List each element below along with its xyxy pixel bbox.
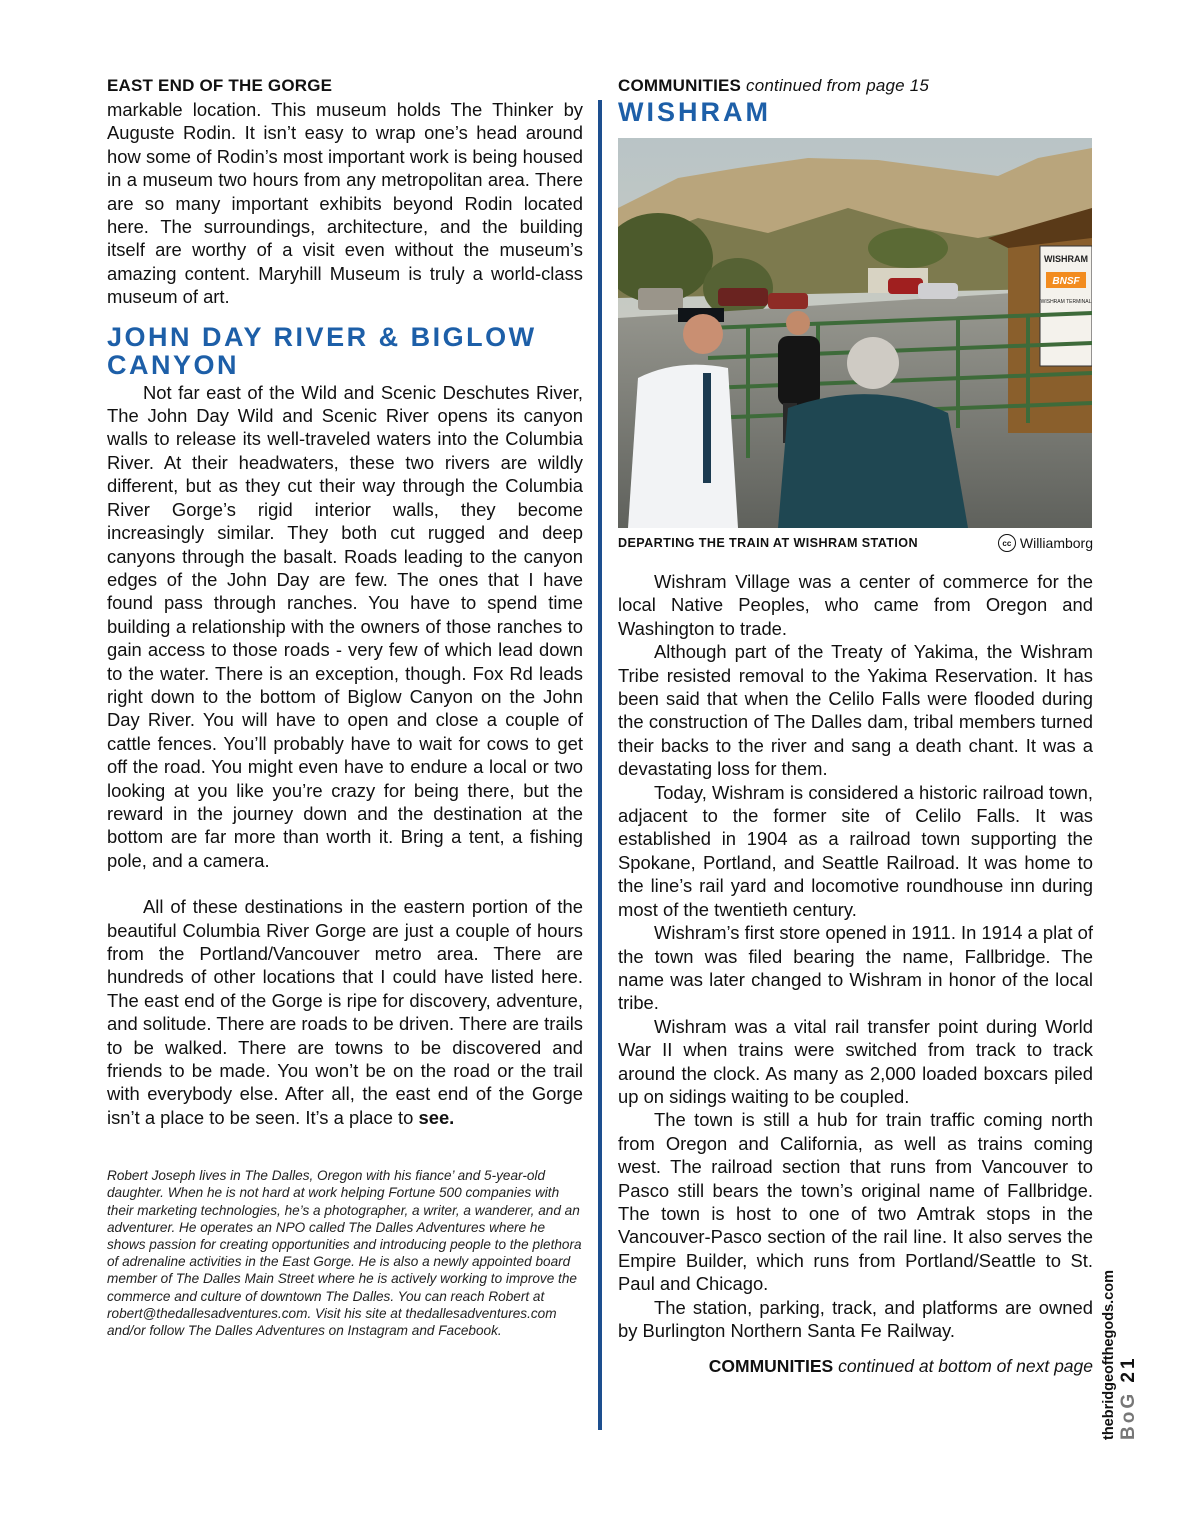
sign-terminal: WISHRAM TERMINAL [1040,299,1092,305]
photo-caption [618,534,1093,552]
john-day-heading: JOHN DAY RIVER & BIGLOW CANYON [107,321,537,380]
wishram-paragraph-3: Today, Wishram is considered a historic railroad town, adjacent to the former site of Celilo Falls. It was established in 1904 as a railroad town supporting the Spokane, Portland, and Seattle Railroad. It was home to the line’s rail yard and locomotive roundhouse inn during most of the twentieth century. [618,781,1093,920]
sign-wishram: WISHRAM [1044,254,1088,264]
photo-credit [998,534,1093,552]
caption-text: DEPARTING THE TRAIN AT WISHRAM STATION [618,536,918,550]
continued-label: COMMUNITIES [708,1356,834,1377]
continued-from-label: continued from page 15 [746,76,930,95]
closing-paragraph [107,895,583,1129]
left-column [107,76,583,1339]
footer-page-number: 21 [1118,1355,1139,1383]
communities-label: COMMUNITIES [618,76,742,95]
wishram-paragraph-5: Wishram was a vital rail transfer point during World War II when trains were switched from track to track around the clock. As many as 2,000 loaded boxcars piled up on sidings waiting to be coupled. [618,1015,1093,1107]
column-divider [598,100,602,1430]
wishram-paragraph-7: The station, parking, track, and platforms are owned by Burlington Northern Santa Fe Railway. [618,1296,1093,1341]
continued-next-page [618,1356,1093,1377]
john-day-paragraph: Not far east of the Wild and Scenic Deschutes River, The John Day Wild and Scenic River opens its canyon walls to release its well-traveled waters into the Columbia River. At their headwaters, these two rivers are wildly different, but as they cut their way through the Columbia River Gorge’s rigid interior walls, they become increasingly similar. They both cut rugged and deep canyons through the basalt. Roads leading to the canyon edges of the John Day are few. The ones that I have found pass through ranches. You have to spend time building a relationship with the owners of those ranches to gain access to those roads - very few of which lead down to the water. There is an exception, though. Fox Rd leads right down to the bottom of Biglow Canyon on the John Day River. You will have to open and close a couple of cattle fences. You’ll probably have to wait for cows to get off the road. You might even have to endure a local or two looking at you like you’re crazy for being there, but the reward in the journey down and the destination at the bottom are far more than worth it. Bring a tent, a fishing pole, and a camera. [107,381,583,871]
credit-name: Williamborg [1019,535,1093,551]
wishram-paragraph-1: Wishram Village was a center of commerce for the local Native Peoples, who came from Oregon and Washington to trade. [618,571,1093,639]
wishram-paragraph-4: Wishram’s first store opened in 1911. In 1914 a plat of the town was filed bearing the name, Fallbridge. The name was later changed to Wishram in honor of the local tribe. [618,922,1093,1014]
closing-paragraph-text: All of these destinations in the eastern portion of the beautiful Columbia River Gorge are just a couple of hours from the Portland/Vancouver metro area. There are hundreds of other locations that I could have listed here. The east end of the Gorge is ripe for discovery, adventure, and solitude. There are roads to be driven. There are trails to be walked. There are towns to be discovered and friends to be made. You won’t be on the road or the trail with everybody else. After all, the east end of the Gorge isn’t a place to be seen. It’s a place to [107,896,583,1128]
footer-mag: BoG [1118,1390,1139,1440]
continued-text: continued at bottom of next page [838,1356,1093,1377]
closing-emphasis: see. [418,1106,455,1128]
wishram-station-photo [618,138,1092,528]
section-label-communities [618,76,1093,96]
page-footer [1101,1240,1162,1440]
creative-commons-icon: cc [998,534,1016,552]
author-bio: Robert Joseph lives in The Dalles, Oregon with his fiance’ and 5-year-old daughter. When he is not hard at work helping Fortune 500 companies with their marketing technologies, he’s a photographer, a writer, a wanderer, and an adventurer. He operates an NPO called The Dalles Adventures where he shows passion for creating opportunities and introducing people to the plethora of adrenaline activities in the East Gorge. He is also a newly appointed board member of The Dalles Main Street where he is actively working to improve the commerce and culture of downtown The Dalles. You can reach Robert at robert@thedallesadventures.com. Visit his site at thedallesadventures.com and/or follow The Dalles Adventures on Instagram and Facebook. [107,1168,582,1339]
footer-site: thebridgeofthegods.com [1101,1270,1117,1440]
sign-bnsf: BNSF [1052,276,1080,287]
right-column [618,76,1093,1377]
intro-paragraph: markable location. This museum holds The Thinker by Auguste Rodin. It isn’t easy to wrap one’s head around how some of Rodin’s most important work is being housed in a museum two hours from any metropolitan area. There are so many important exhibits beyond Rodin located here. The surroundings, architecture, and the building itself are worthy of a visit even without the museum’s amazing content. Maryhill Museum is truly a world-class museum of art. [107,99,583,308]
section-label-east-end: EAST END OF THE GORGE [107,76,333,95]
wishram-paragraph-2: Although part of the Treaty of Yakima, the Wishram Tribe resisted removal to the Yakima Reservation. It has been said that when the Celilo Falls were flooded during the construction of The Dalles dam, tribal members turned their backs to the river and sang a death chant. It was a devastating loss for them. [618,641,1093,780]
footer-page [1118,1270,1140,1440]
wishram-paragraph-6: The town is still a hub for train traffic coming north from Oregon and California, as well as trains coming west. The railroad section that runs from Vancouver to Pasco still bears the town’s original name of Fallbridge. The town is host to one of two Amtrak stops in the Vancouver-Pasco section of the rail line. It also serves the Empire Builder, which runs from Portland/Seattle to St. Paul and Chicago. [618,1109,1093,1295]
wishram-heading: WISHRAM [618,97,771,127]
